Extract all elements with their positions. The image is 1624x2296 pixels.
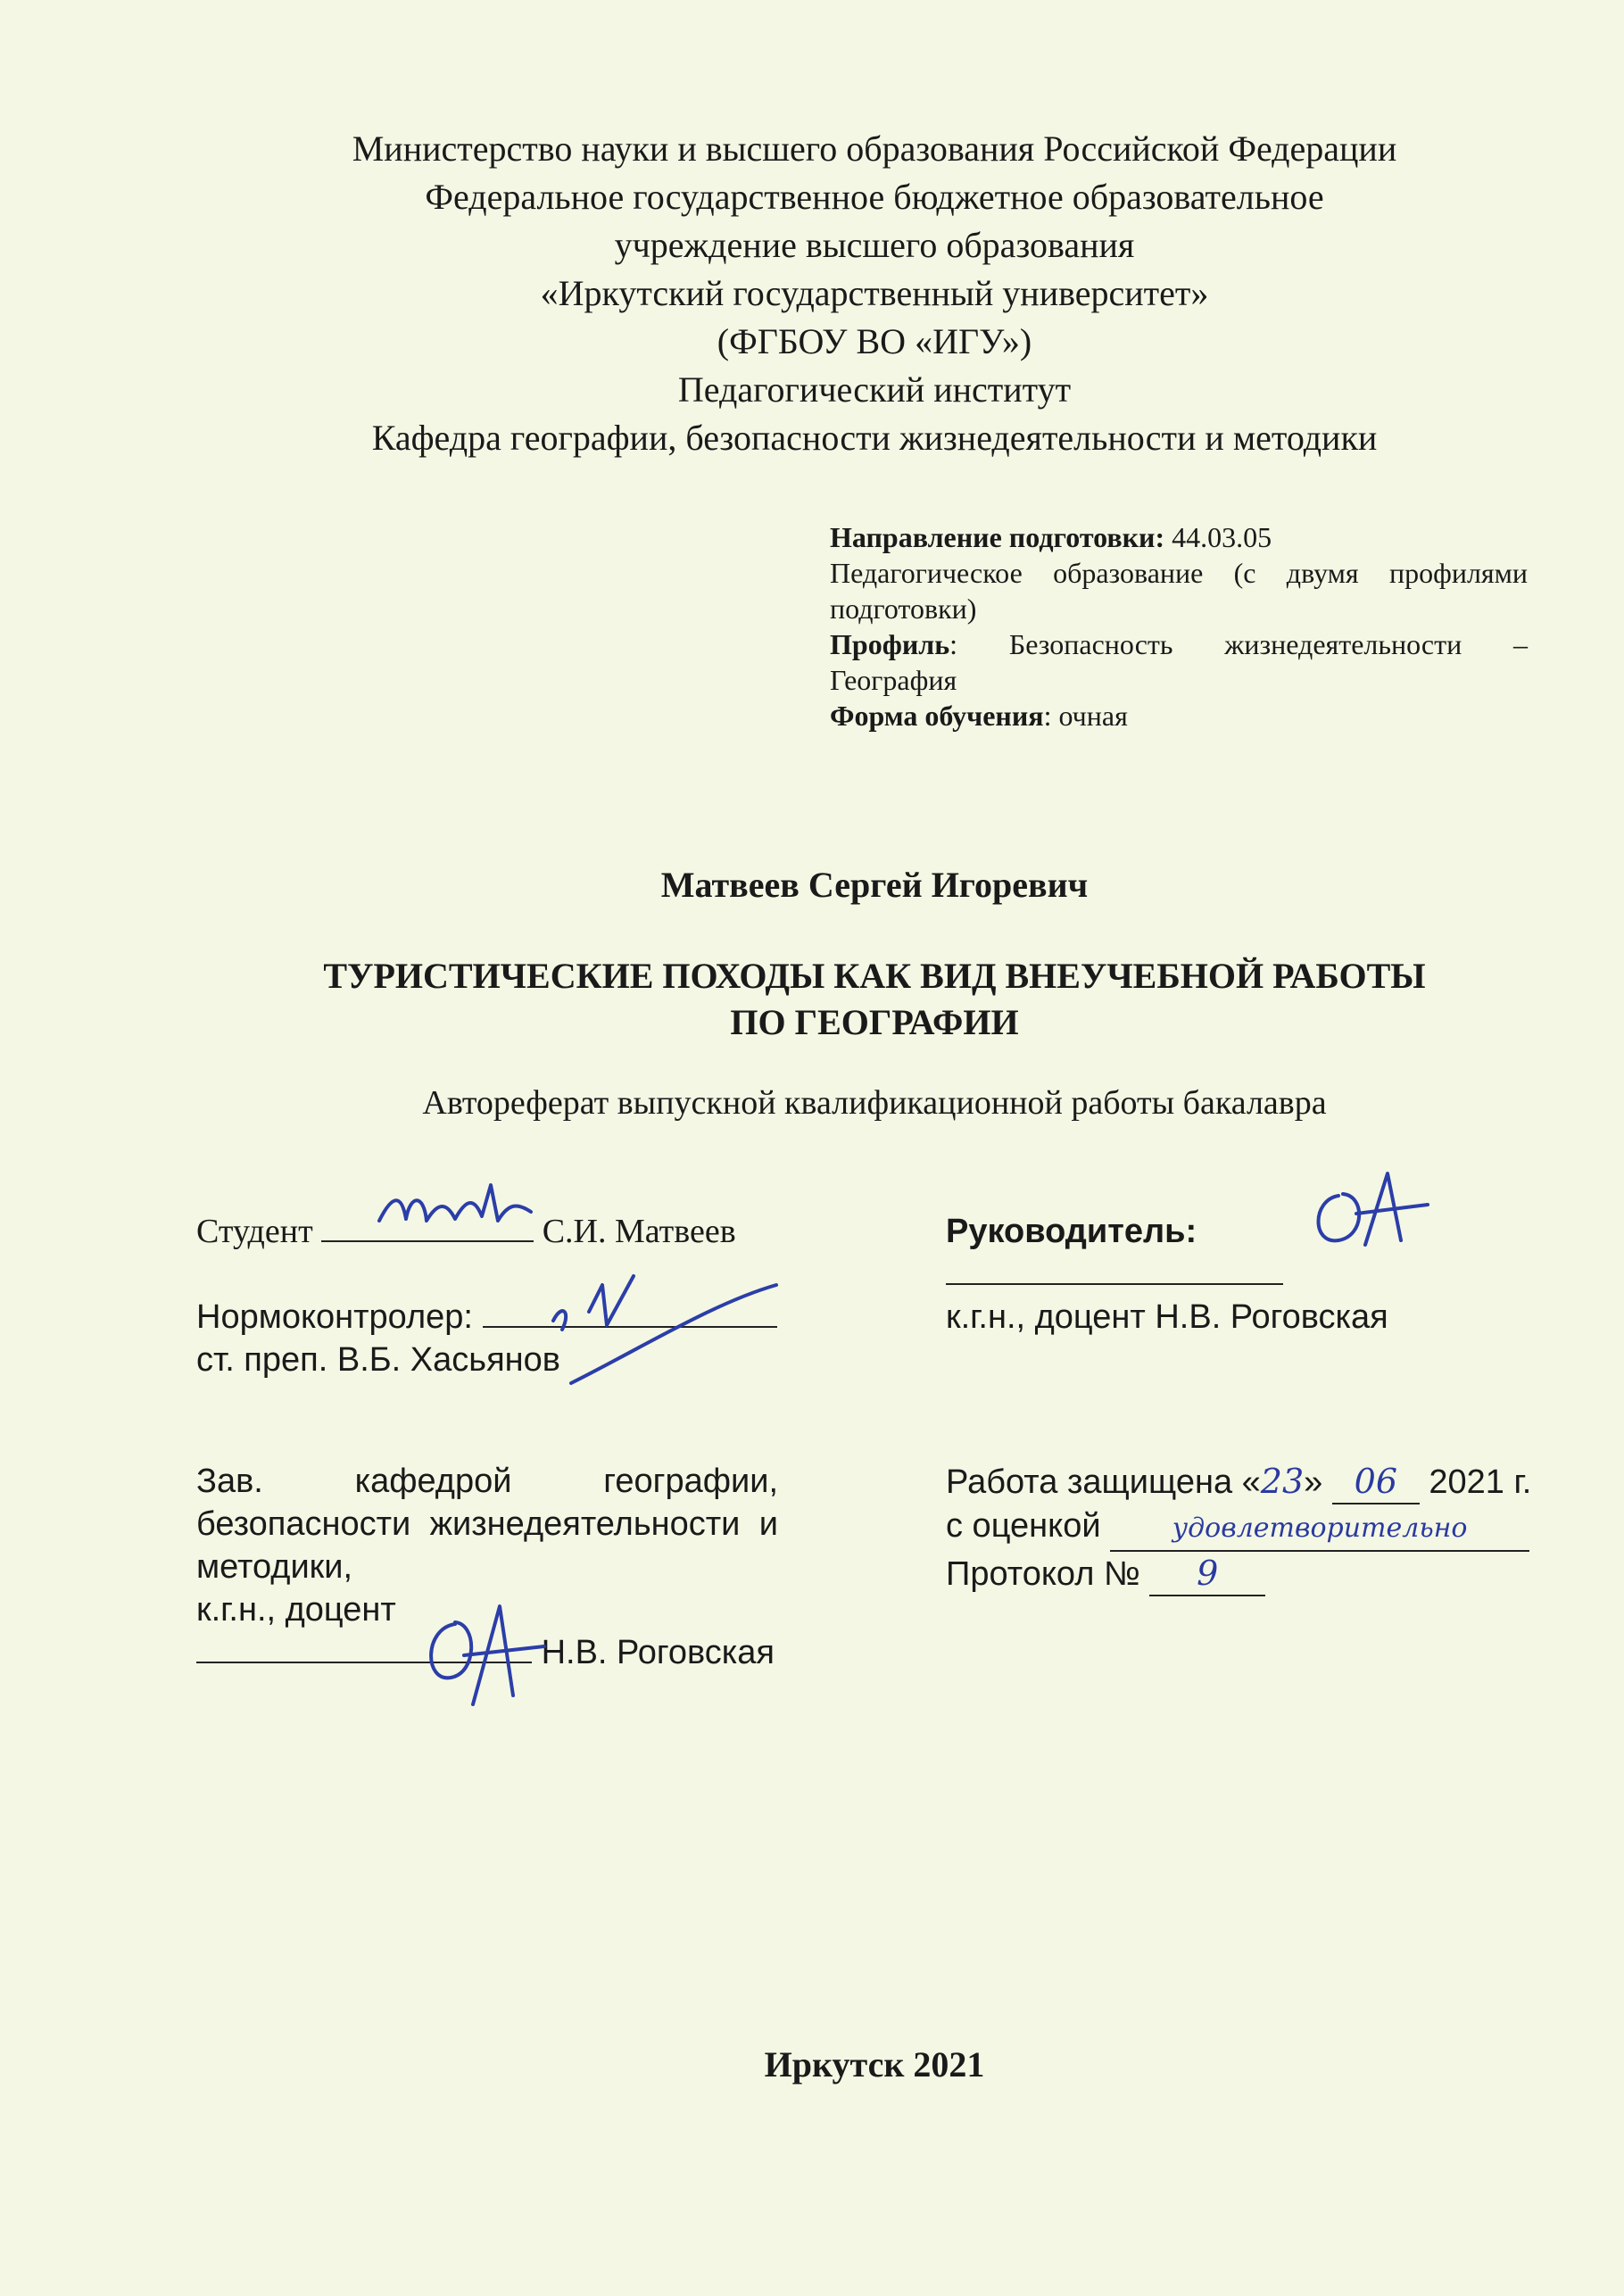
profile-row <box>830 626 1528 698</box>
student-signature-mark <box>375 1176 553 1239</box>
thesis-title <box>178 953 1570 1046</box>
head-name: Н.В. Роговская <box>541 1634 775 1671</box>
head-title-line-1: Зав. кафедрой географии, <box>196 1463 778 1500</box>
defense-month: 06 <box>1332 1460 1420 1504</box>
city-year: Иркутск 2021 <box>764 2044 985 2085</box>
defense-row <box>946 1460 1535 1504</box>
supervisor-label: Руководитель: <box>946 1213 1197 1250</box>
form-value: : очная <box>1043 700 1128 732</box>
normcontrol-signature-mark <box>535 1249 785 1392</box>
thesis-title-line-1: ТУРИСТИЧЕСКИЕ ПОХОДЫ КАК ВИД ВНЕУЧЕБНОЙ РАБОТЫ <box>323 956 1426 996</box>
direction-name: Педагогическое образование (с двумя профилями подготовки) <box>830 557 1528 625</box>
head-title-line-3: методики, <box>196 1548 353 1586</box>
header-line-university: «Иркутский государственный университет» <box>540 273 1209 313</box>
supervisor-name: к.г.н., доцент Н.В. Роговская <box>946 1298 1388 1336</box>
defense-mid: » <box>1304 1463 1323 1501</box>
grade-value: удовлетворительно <box>1110 1507 1529 1552</box>
direction-row <box>830 519 1528 555</box>
header-line-department: Кафедра географии, безопасности жизнедеятельности и методики <box>371 418 1378 458</box>
grade-label: с оценкой <box>946 1507 1101 1545</box>
protocol-label: Протокол № <box>946 1555 1140 1593</box>
header-line-institution-1: Федеральное государственное бюджетное образовательное <box>425 177 1324 217</box>
header-block <box>152 125 1597 462</box>
profile-value: : Безопасность жизнедеятельности – География <box>830 628 1528 696</box>
defense-year: 2021 г. <box>1429 1463 1532 1501</box>
defense-label: Работа защищена « <box>946 1463 1261 1501</box>
direction-code: 44.03.05 <box>1164 521 1272 553</box>
protocol-value: 9 <box>1149 1552 1265 1596</box>
student-label: Студент <box>196 1213 313 1250</box>
defense-day: 23 <box>1260 1462 1305 1501</box>
program-info <box>830 519 1528 734</box>
document-subtitle: Автореферат выпускной квалификационной работы бакалавра <box>422 1084 1327 1122</box>
protocol-row <box>946 1552 1535 1596</box>
head-title-line-4: к.г.н., доцент <box>196 1591 396 1629</box>
header-line-ministry: Министерство науки и высшего образования Российской Федерации <box>352 128 1397 169</box>
form-label: Форма обучения <box>830 700 1044 732</box>
supervisor-signature-line <box>946 1255 1283 1285</box>
header-line-abbrev: (ФГБОУ ВО «ИГУ») <box>717 321 1032 361</box>
defense-block <box>946 1460 1535 1596</box>
grade-row <box>946 1504 1535 1552</box>
head-title-line-2: безопасности жизнедеятельности и <box>196 1505 778 1543</box>
profile-label: Профиль <box>830 628 950 660</box>
supervisor-signature-mark <box>1303 1160 1446 1258</box>
head-signature-mark <box>410 1571 553 1713</box>
header-line-institute: Педагогический институт <box>677 369 1072 410</box>
supervisor-signature-row <box>946 1210 1535 1339</box>
header-line-institution-2: учреждение высшего образования <box>614 225 1135 265</box>
direction-label: Направление подготовки: <box>830 521 1165 553</box>
student-name: С.И. Матвеев <box>542 1213 736 1250</box>
normcontrol-label: Нормоконтролер: <box>196 1298 473 1336</box>
thesis-title-line-2: ПО ГЕОГРАФИИ <box>730 1002 1019 1042</box>
author-name: Матвеев Сергей Игоревич <box>660 865 1089 905</box>
form-row <box>830 698 1528 734</box>
normcontrol-name: ст. преп. В.Б. Хасьянов <box>196 1341 560 1379</box>
